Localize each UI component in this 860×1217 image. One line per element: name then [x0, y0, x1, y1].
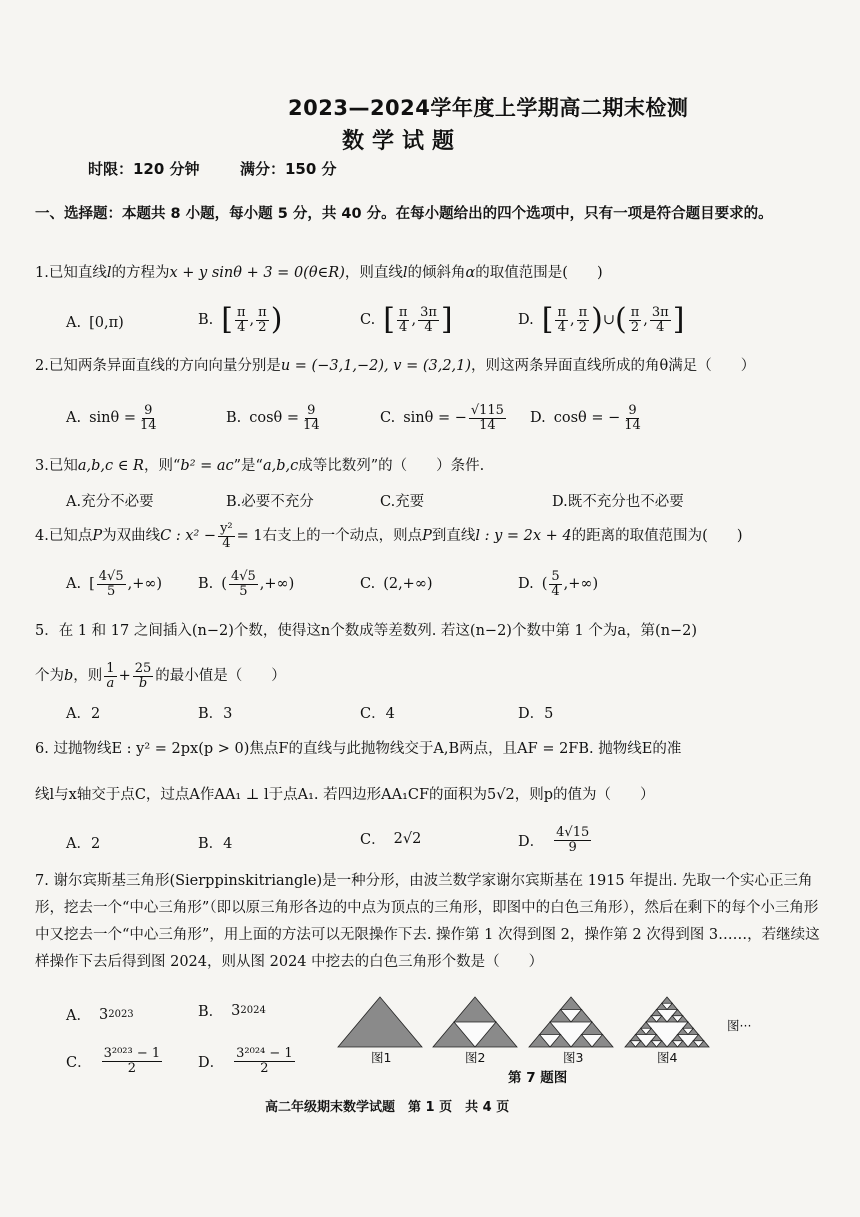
question-3-stem: 3.已知a,b,c ∈ R，则“b² = ac”是“a,b,c成等比数列”的（ ）条件.: [35, 458, 485, 474]
figure-caption: 第 7 题图: [508, 1070, 568, 1086]
question-1-option-d[interactable]: D. [ $\frac{\pi}{4}$ , $\frac{\pi}{2}$ ) ∪ ( $\frac{\pi}{2}$ , $\frac{3\pi}{4}$ ]: [518, 302, 685, 337]
question-1-option-c[interactable]: C. [ $\frac{\pi}{4}$ , $\frac{3\pi}{4}$ ]: [360, 302, 453, 337]
solid-triangle: [338, 997, 422, 1047]
question-3-option-b[interactable]: B.必要不充分: [226, 494, 314, 510]
question-2-option-b[interactable]: B. cosθ = $\frac{9}{14}$: [226, 402, 320, 433]
question-5-option-b[interactable]: B．3: [198, 706, 233, 722]
page-footer: 高二年级期末数学试题 第 1 页 共 4 页: [265, 1100, 510, 1115]
question-2-stem: 2.已知两条异面直线的方向向量分别是u = (−3,1,−2), v = (3,2,1)，则这两条异面直线所成的角θ满足（ ）: [35, 358, 756, 374]
question-4-option-d[interactable]: D. ( $\frac{5}{4}$ ,+∞): [518, 568, 599, 599]
question-6-line-2: 线l与x轴交于点C，过点A作AA₁ ⊥ l于点A₁. 若四边形AA₁CF的面积为5√2，则p的值为（ ）: [35, 787, 655, 803]
question-5-option-c[interactable]: C．4: [360, 706, 395, 722]
question-7-option-a[interactable]: A． 3 2023: [66, 1006, 134, 1024]
question-2-option-d[interactable]: D. cosθ = − $\frac{9}{14}$: [530, 402, 641, 433]
figure-more-label: 图···: [727, 1018, 752, 1033]
figure-2-label: 图2: [465, 1050, 486, 1065]
question-4-option-c[interactable]: C. (2,+∞): [360, 576, 433, 592]
sierpinski-figures: [330, 995, 750, 1065]
question-6-option-b[interactable]: B．4: [198, 836, 233, 852]
section-heading: 一、选择题：本题共 8 小题，每小题 5 分，共 40 分。在每小题给出的四个选项中，只有一项是符合题目要求的。: [35, 206, 773, 222]
question-4-stem: 4. 已知点 P 为双曲线 C : x² − $\frac{\text{y²}}{4}$ = 1 右支上的一个动点，则点 P 到直线 l : y = 2x + 4 的距离的取值范围为( ): [35, 520, 743, 551]
question-5-line-2: 个为 b ，则 $\frac{1}{a}$ + $\frac{25}{b}$ 的最小值是（ ）: [35, 660, 286, 691]
figure-4-label: 图4: [657, 1050, 678, 1065]
question-6-option-d[interactable]: D． $\frac{4√15}{9}$: [518, 824, 590, 855]
question-7-option-b[interactable]: B． 3 2024: [198, 1002, 266, 1020]
question-4-option-a[interactable]: A. [ $\frac{4√5}{5}$ ,+∞): [66, 568, 163, 599]
question-1-stem: 1.已知直线l的方程为x + y sinθ + 3 = 0(θ∈R)，则直线l的倾斜角α的取值范围是( ): [35, 265, 603, 281]
sierpinski-figure-1: [338, 997, 422, 1047]
time-limit: 时限：120 分钟: [88, 160, 200, 178]
question-2-option-a[interactable]: A. sinθ = $\frac{9}{14}$: [66, 402, 157, 433]
exam-subtitle: 数学试题: [342, 129, 463, 154]
sierpinski-figure-4: [625, 997, 709, 1047]
question-7-option-c[interactable]: C． $\frac{\text{3²⁰²³ − 1}}{2}$: [66, 1045, 161, 1076]
question-7-stem: 7. 谢尔宾斯基三角形(Sierppinskitriangle)是一种分形，由波兰数学家谢尔宾斯基在 1915 年提出. 先取一个实心正三角形，挖去一个“中心三角形”（即以原三角形各边的中点为顶点的三角形，即图中的白色三角形），然后在剩下的每个小三角形中又挖去一个“中心三角形”，用上面的方法可以无限操作下去. 操作第 1 次得到图 2，操作第 2 次得到图 3……，若继续这样操作下去后得到图 2024，则从图 2024 中挖去的白色三角形个数是（ ）: [35, 873, 820, 970]
question-5-line-1: 5．在 1 和 17 之间插入(n−2)个数，使得这n个数成等差数列. 若这(n−2)个数中第 1 个为a，第(n−2): [35, 623, 698, 639]
question-5-option-a[interactable]: A．2: [66, 706, 101, 722]
question-1-option-a[interactable]: A. [0,π): [66, 315, 124, 331]
question-3-option-a[interactable]: A.充分不必要: [66, 494, 154, 510]
question-6-line-1: 6. 过抛物线E : y² = 2px(p > 0)焦点F的直线与此抛物线交于A,B两点，且AF = 2FB. 抛物线E的准: [35, 741, 682, 757]
question-6-option-c[interactable]: C． 2√2: [360, 830, 422, 848]
question-3-option-c[interactable]: C.充要: [380, 494, 425, 510]
sierpinski-figure-2: [433, 997, 517, 1047]
question-1-option-b[interactable]: B. [ $\frac{\pi}{4}$ , $\frac{\pi}{2}$ ): [198, 302, 283, 337]
question-3-option-d[interactable]: D.既不充分也不必要: [552, 494, 684, 510]
figure-3-label: 图3: [563, 1050, 584, 1065]
question-7-option-d[interactable]: D． $\frac{\text{3²⁰²⁴ − 1}}{2}$: [198, 1045, 293, 1076]
question-2-option-c[interactable]: C. sinθ = − $\frac{√115}{14}$: [380, 402, 504, 433]
full-score: 满分：150 分: [240, 160, 337, 178]
question-5-option-d[interactable]: D．5: [518, 706, 554, 722]
question-6-option-a[interactable]: A．2: [66, 836, 101, 852]
figure-1-label: 图1: [371, 1050, 392, 1065]
question-4-option-b[interactable]: B. ( $\frac{4√5}{5}$ ,+∞): [198, 568, 295, 599]
sierpinski-figure-3: [529, 997, 613, 1047]
exam-title: 2023—2024学年度上学期高二期末检测: [288, 96, 689, 120]
